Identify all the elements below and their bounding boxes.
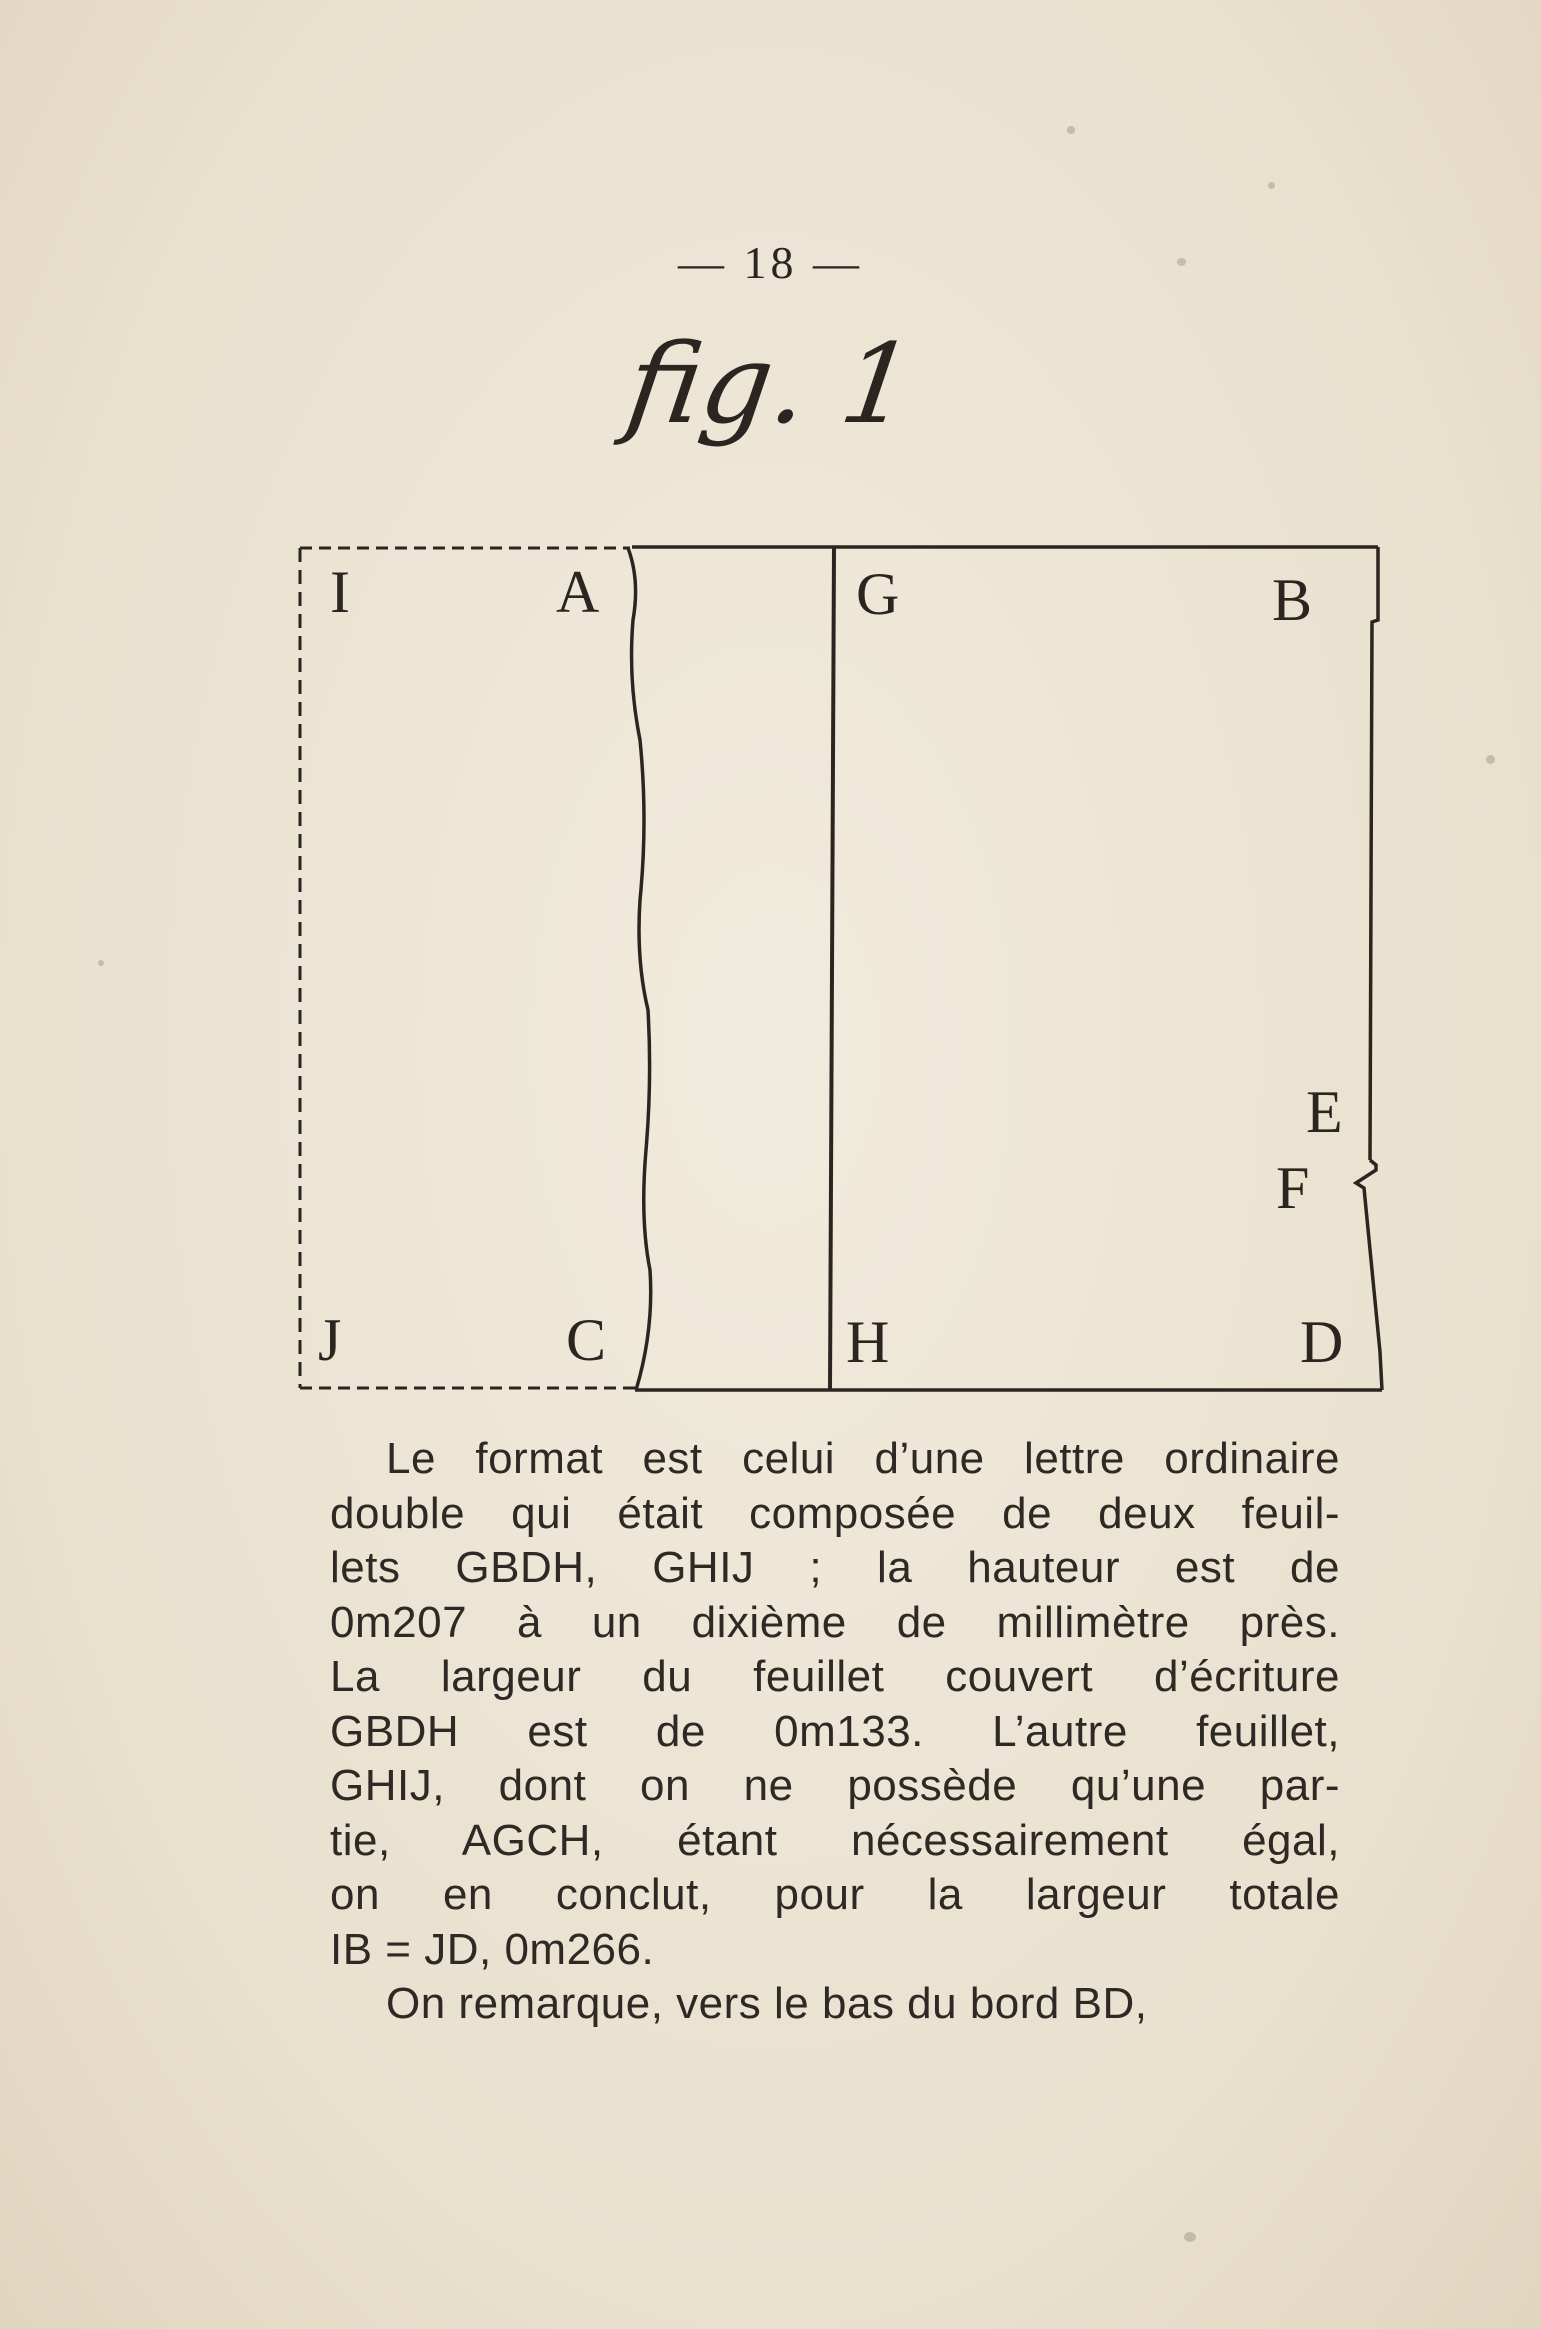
paper-spot bbox=[1067, 126, 1075, 134]
notch-ef bbox=[1356, 1160, 1382, 1390]
text-line: IB = JD, 0m266. bbox=[330, 1924, 655, 1974]
right-edge-be bbox=[1370, 547, 1378, 1160]
label-h: H bbox=[846, 1309, 890, 1375]
text-line: On remarque, vers le bas du bord BD, bbox=[386, 1979, 1148, 2028]
text-line: La largeur du feuillet couvert d’écriture bbox=[330, 1652, 1340, 1701]
body-text bbox=[330, 1432, 1340, 2032]
paper-spot bbox=[1268, 182, 1275, 189]
paper-spot bbox=[1184, 2232, 1196, 2242]
text-line: double qui était composée de deux feuil- bbox=[330, 1488, 1340, 1538]
label-a: A bbox=[556, 559, 600, 625]
label-g: G bbox=[856, 561, 900, 627]
text-line: lets GBDH, GHIJ ; la hauteur est de bbox=[330, 1543, 1340, 1592]
paper-spot bbox=[98, 960, 104, 966]
label-c: C bbox=[566, 1307, 607, 1373]
text-line: 0m207 à un dixième de millimètre près. bbox=[330, 1597, 1340, 1647]
text-line: on en conclut, pour la largeur totale bbox=[330, 1870, 1340, 1919]
page-number: — 18 — bbox=[678, 237, 863, 288]
label-j: J bbox=[318, 1307, 342, 1373]
text-line: GHIJ, dont on ne possède qu’une par- bbox=[330, 1761, 1340, 1810]
figure-title: fig. 1 bbox=[619, 320, 922, 448]
label-e: E bbox=[1306, 1079, 1343, 1145]
paper-spot bbox=[1486, 755, 1495, 764]
label-i: I bbox=[330, 559, 350, 625]
torn-edge-ac bbox=[628, 548, 651, 1390]
text-line: tie, AGCH, étant nécessairement égal, bbox=[330, 1815, 1340, 1865]
label-f: F bbox=[1276, 1155, 1310, 1221]
text-line: Le format est celui d’une lettre ordinaire bbox=[386, 1434, 1340, 1483]
text-line: GBDH est de 0m133. L’autre feuillet, bbox=[330, 1706, 1340, 1756]
paper-spot bbox=[1177, 258, 1186, 266]
label-b: B bbox=[1272, 567, 1313, 633]
label-d: D bbox=[1300, 1309, 1344, 1375]
fold-line-gh bbox=[830, 548, 834, 1390]
